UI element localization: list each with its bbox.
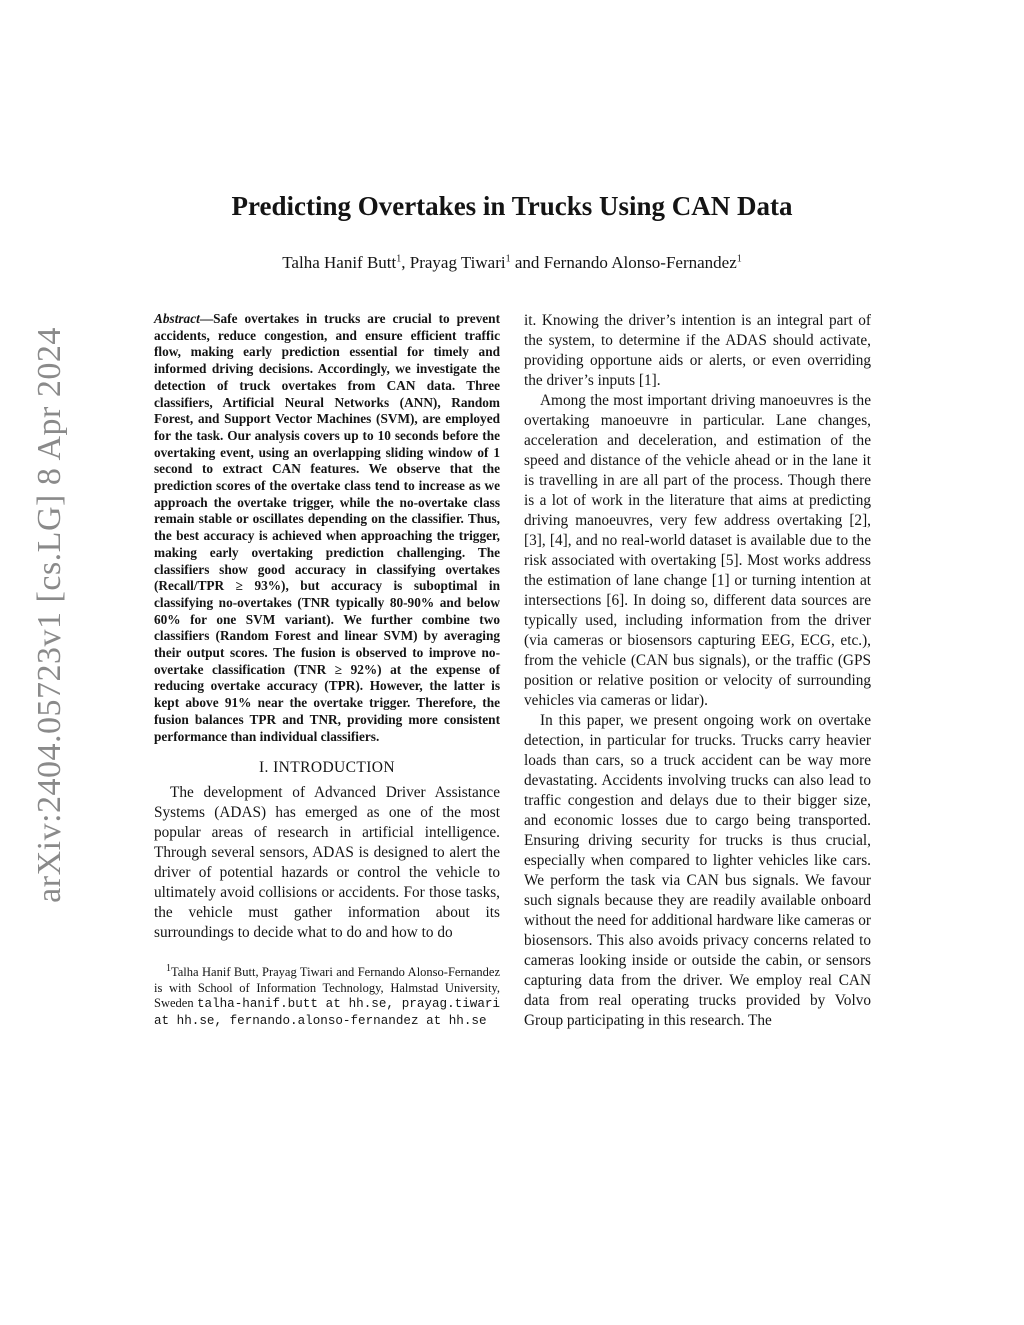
footnote-emails: talha-hanif.butt at hh.se, prayag.tiwari at hh.se, fernando.alonso-fernandez at hh.se	[154, 997, 500, 1028]
affiliation-mark: 1	[736, 253, 742, 265]
affiliation-mark: 1	[396, 253, 402, 265]
author-separator: ,	[401, 253, 410, 272]
body-paragraph: In this paper, we present ongoing work on overtake detection, in particular for trucks. Trucks carry heavier loads than cars, so a truck accident can be way more devastating. Accidents involving trucks can also lead to traffic congestion and delays due to their bigger size, and economic losses due to cargo being transported. Ensuring driving security for trucks is thus crucial, especially when compared to lighter vehicles like cars. We perform the task via CAN bus signals. We favour such signals because they are readily available onboard without the need for additional hardware like cameras or biosensors. This also avoids privacy concerns related to cameras looking inside or outside the cabin, or sensors capturing data from the driver. We employ real CAN data from real operating trucks provided by Volvo Group participating in this research. The	[524, 712, 871, 1029]
body-paragraph: Among the most important driving manoeuvres is the overtaking manoeuvre in particular. Lane changes, acceleration and deceleration, and estimation of the speed and distance of the vehicle ahead or in the lane it is travelling in are all part of the process. Though there is a lot of work in the literature that aims at predicting driving manoeuvres, very few address overtaking [2], [3], [4], and no real-world dataset is available due to the risk associated with overtaking [5]. Most works address the estimation of lane change [1] or turning intention at intersections [6]. In doing so, different data sources are typically used, including information from the driver (via cameras or biosensors capturing EEG, ECG, etc.), from the vehicle (CAN bus signals), or the traffic (GPS position or relative position or velocity of surrounding vehicles via cameras or lidar).	[524, 392, 871, 709]
affiliation-mark: 1	[505, 253, 511, 265]
footnote	[154, 961, 500, 1029]
body-paragraph: it. Knowing the driver’s intention is an integral part of the system, to determine if the ADAS should activate, providing opportune aids or alerts, or even overriding the driver’s inputs [1].	[524, 312, 871, 389]
section-heading: I. INTRODUCTION	[258, 759, 395, 777]
abstract	[154, 311, 500, 745]
footnote-mark: 1	[166, 963, 171, 975]
footnote-text: Talha Hanif Butt, Prayag Tiwari and Fernando Alonso-Fernandez is with School of Information Technology, Halmstad University, Sweden	[154, 965, 500, 1011]
abstract-text: Safe overtakes in trucks are crucial to prevent accidents, reduce congestion, and ensure efficient traffic flow, making early prediction essential for timely and informed driving decisions. Accordingly, we investigate the detection of truck overtakes from CAN data. Three classifiers, Artificial Neural Networks (ANN), Random Forest, and Support Vector Machines (SVM), are employed for the task. Our analysis covers up to 10 seconds before the overtaking event, using an overlapping sliding window of 1 second to extract CAN features. We observe that the prediction scores of the overtake class tend to increase as we approach the overtake trigger, while the no-overtake class remain stable or oscillates depending on the classifier. Thus, the best accuracy is achieved when approaching the trigger, making early overtaking prediction challenging. The classifiers show good accuracy in classifying overtakes (Recall/TPR ≥ 93%), but accuracy is suboptimal in classifying no-overtakes (TNR typically 80-90% and below 60% for one SVM variant). We further combine two classifiers (Random Forest and linear SVM) by averaging their output scores. The fusion is observed to improve no-overtake classification (TNR ≥ 92%) at the expense of reducing overtake accuracy (TPR). However, the latter is kept above 91% near the overtake trigger. Therefore, the fusion balances TPR and TNR, providing more consistent performance than individual classifiers.	[154, 311, 500, 744]
author-name: Fernando Alonso-Fernandez	[543, 253, 737, 272]
left-column	[154, 311, 500, 1042]
author-name: Talha Hanif Butt	[282, 253, 397, 272]
arxiv-sidebar-stamp	[20, 327, 80, 903]
abstract-dash: —	[199, 311, 214, 326]
abstract-label: Abstract	[154, 311, 200, 326]
author-list	[0, 253, 1024, 273]
author-name: Prayag Tiwari	[409, 253, 506, 272]
paper-title: Predicting Overtakes in Trucks Using CAN Data	[231, 191, 793, 221]
author-separator: and	[510, 253, 544, 272]
right-column	[524, 311, 871, 1031]
body-paragraph: The development of Advanced Driver Assistance Systems (ADAS) has emerged as one of the most popular areas of research in artificial intelligence. Through several sensors, ADAS is designed to alert the driver of potential hazards or control the vehicle to ultimately avoid collisions or accidents. For those tasks, the vehicle must gather information about its surroundings to decide what to do and how to do	[154, 784, 500, 942]
arxiv-id: arXiv:2404.05723v1 [cs.LG] 8 Apr 2024	[31, 327, 68, 903]
